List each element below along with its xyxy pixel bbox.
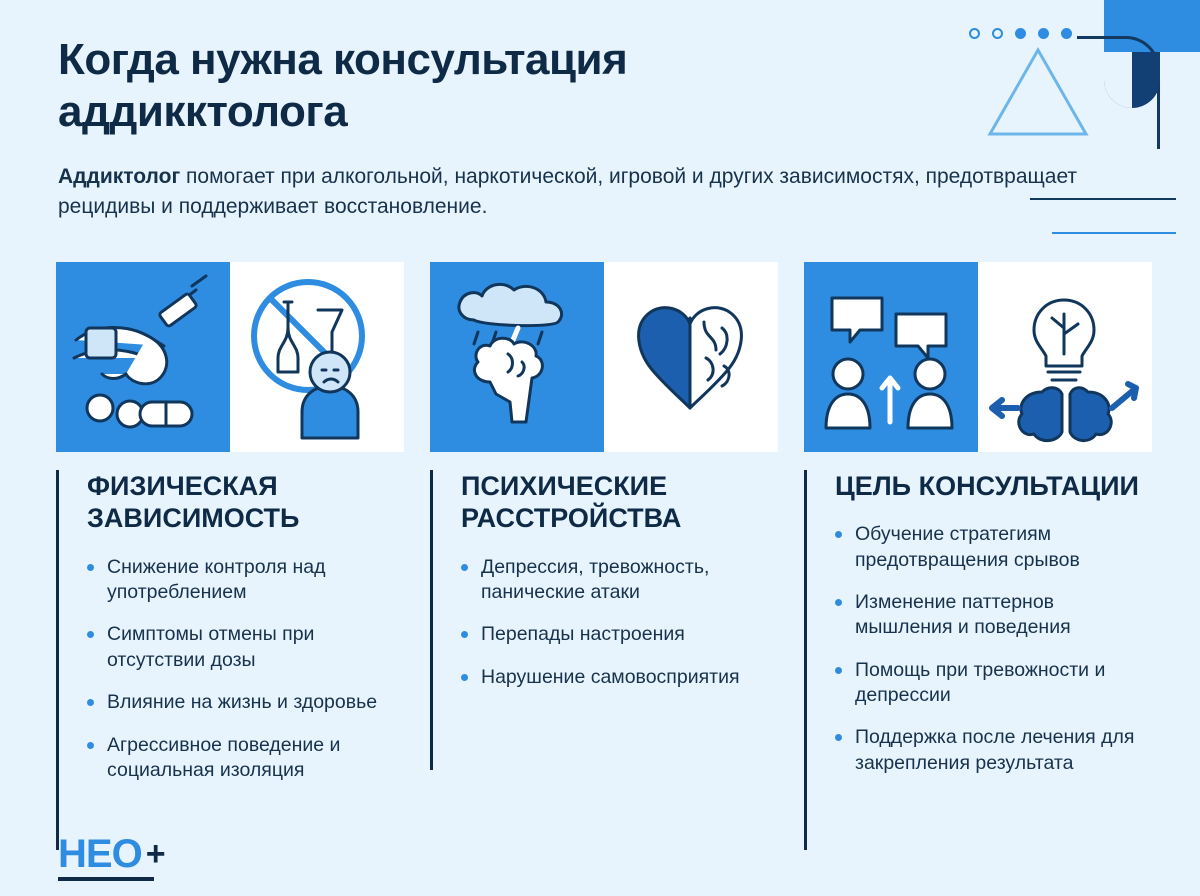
decor-dot-row <box>969 28 1072 39</box>
list-item: Изменение паттернов мышления и поведения <box>835 590 1152 641</box>
decor-triangle-icon <box>986 46 1090 136</box>
list-item: Нарушение самовосприятия <box>461 665 778 690</box>
subtitle-rest: помогает при алкогольной, наркотической, игровой и других зависимостях, предотвращает рецидивы и поддерживает восстановление. <box>58 164 1078 218</box>
column-3-heading: ЦЕЛЬ КОНСУЛЬТАЦИИ <box>835 471 1139 501</box>
list-item: Симптомы отмены при отсутствии дозы <box>87 622 404 673</box>
brain-lightbulb-arrows-icon <box>978 262 1152 452</box>
header <box>58 34 1078 221</box>
decor-dot <box>1038 28 1049 39</box>
brand-logo <box>58 834 166 874</box>
brain-storm-cloud-icon <box>430 262 604 452</box>
list-item: Агрессивное поведение и социальная изоляция <box>87 733 404 784</box>
arm-injection-pills-icon <box>56 262 230 452</box>
column-2-heading: ПСИХИЧЕСКИЕ РАССТРОЙСТВА <box>461 471 682 534</box>
content-columns <box>56 262 1152 850</box>
page-subtitle <box>58 162 1088 222</box>
column-2-images <box>430 262 778 452</box>
column-1-images <box>56 262 404 452</box>
logo-wordmark: НЕО <box>58 832 142 876</box>
list-item: Помощь при тревожности и депрессии <box>835 658 1152 709</box>
column-physical-dependence <box>56 262 404 850</box>
column-2-list <box>461 555 778 690</box>
list-item: Поддержка после лечения для закрепления результата <box>835 725 1152 776</box>
people-dialogue-icon <box>804 262 978 452</box>
list-item: Снижение контроля над употреблением <box>87 555 404 606</box>
page-title: Когда нужна консультация аддикктолога <box>58 35 628 136</box>
list-item: Депрессия, тревожность, панические атаки <box>461 555 778 606</box>
column-mental-disorders <box>430 262 778 850</box>
column-3-list <box>835 522 1152 776</box>
subtitle-lead: Аддиктолог <box>58 164 181 188</box>
column-consultation-goal <box>804 262 1152 850</box>
decor-dot <box>1061 28 1072 39</box>
decor-half-circle <box>1104 52 1160 108</box>
column-3-text <box>804 470 1152 850</box>
list-item: Перепады настроения <box>461 622 778 647</box>
decor-dot <box>992 28 1003 39</box>
column-3-images <box>804 262 1152 452</box>
list-item: Обучение стратегиям предотвращения срывов <box>835 522 1152 573</box>
logo-plus-icon: + <box>145 835 166 873</box>
decor-dot <box>969 28 980 39</box>
decor-dot <box>1015 28 1026 39</box>
column-1-list <box>87 555 404 783</box>
no-alcohol-sad-person-icon <box>230 262 404 452</box>
column-2-text <box>430 470 778 770</box>
column-1-text <box>56 470 404 850</box>
logo-underline <box>58 877 154 881</box>
heart-brain-icon <box>604 262 778 452</box>
decor-rule-blue <box>1052 232 1176 234</box>
column-1-heading: ФИЗИЧЕСКАЯ ЗАВИСИМОСТЬ <box>87 471 300 534</box>
list-item: Влияние на жизнь и здоровье <box>87 690 404 715</box>
